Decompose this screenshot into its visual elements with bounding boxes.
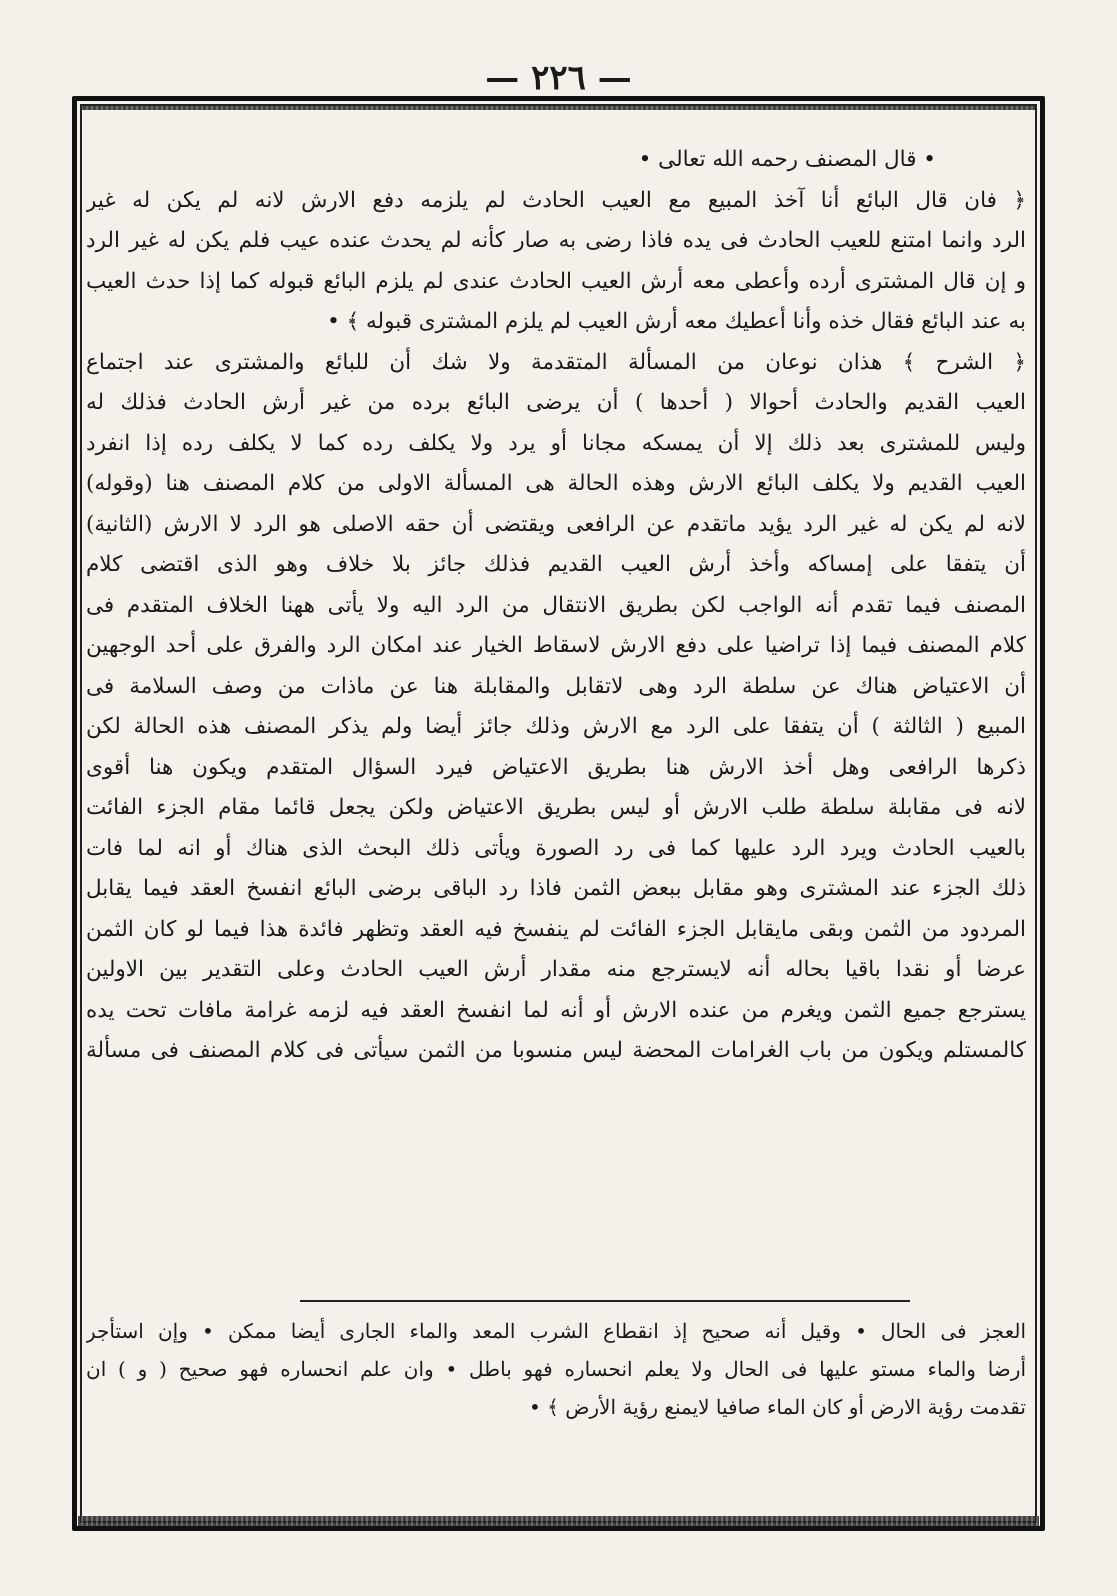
footnote-separator	[300, 1300, 910, 1302]
main-text	[86, 140, 1026, 1475]
footnote-line: العجز فى الحال • وقيل أنه صحيح إذ انقطاع الشرب المعد والماء الجارى أيضا ممكن • وإن استأجر	[86, 1319, 1026, 1343]
text-line: بالعيب الحادث ويرد الرد عليها كما فى رد الصورة ويأتى ذلك البحث الذى هناك أو انه لما فات	[86, 835, 1026, 861]
text-line: العيب القديم والحادث أحوالا ( أحدها ) أن يرضى البائع برده من غير أرش الحادث فذلك له	[86, 390, 1026, 415]
text-line: كالمستلم ويكون من باب الغرامات المحضة ليس منسوبا من الثمن سيأتى فى كلام المصنف فى مسألة	[86, 1038, 1026, 1063]
text-line: وليس للمشترى بعد ذلك إلا أن يمسكه مجانا أو يرد ولا يكلف رده كما لا يكلف رده إذا انفرد	[86, 430, 1026, 456]
frame-bottom-ornament	[78, 1516, 1039, 1526]
text-line: المصنف فيما تقدم أنه الواجب لكن بطريق الانتقال من الرد اليه ولا يأتى ههنا الخلاف المتقدم فى	[86, 592, 1026, 618]
text-line: يسترجع جميع الثمن ويغرم من عنده الارش أو أنه لما انفسخ العقد فيه لزمه غرامة مافات تحت يده	[86, 997, 1026, 1023]
footnote-line: تقدمت رؤية الارض أو كان الماء صافيا لايمنع رؤية الأرض ﴾ •	[528, 1395, 1026, 1419]
text-line: المبيع ( الثالثة ) أن يتفقا على الرد مع الارش وذلك جائز أيضا ولم يذكر المصنف هذه الحالة لكن	[86, 714, 1026, 739]
text-line: لانه فى مقابلة سلطة طلب الارش أو ليس بطريق الاعتياض ولكن يجعل قائما مقام الجزء الفائت	[86, 795, 1026, 820]
text-line: المردود من الثمن وبقى مايقابل الجزء الفائت لم ينفسخ فيه العقد وتظهر فائدة هذا فيما لو كان الثمن	[86, 916, 1026, 942]
text-line: ذكرها الرافعى وهل أخذ الارش هنا بطريق الاعتياض فيرد السؤال المتقدم ويكون هنا أقوى	[86, 754, 1026, 780]
footnote	[86, 1312, 1026, 1426]
footnote-line: أرضا والماء مستو عليها فى الحال ولا يعلم انحساره فهو باطل • وان علم انحساره فهو صحيح ( و ) ان	[86, 1357, 1026, 1381]
section-heading: • قال المصنف رحمه الله تعالى •	[638, 147, 936, 172]
text-line: الرد وانما امتنع للعيب الحادث فى يده فاذا رضى به صار كأنه لم يحدث عنده عيب فلم يكن له غير الرد	[86, 228, 1026, 253]
text-line: ذلك الجزء عند المشترى وهو مقابل ببعض الثمن فاذا رد الباقى برضى البائع انفسخ العقد فيما يقابل	[86, 876, 1026, 901]
text-line: أن يتفقا على إمساكه وأخذ أرش العيب القديم فذلك جائز بلا خلاف وهو الذى اقتضى كلام	[86, 552, 1026, 577]
text-line: كلام المصنف فيما إذا تراضيا على دفع الارش لاسقاط الخيار عند امكان الرد والفرق على أحد الوجهين	[86, 633, 1026, 658]
text-line: ﴿ الشرح ﴾ هذان نوعان من المسألة المتقدمة ولا شك أن للبائع والمشترى عند اجتماع	[86, 349, 1026, 375]
page-number: — ٢٢٦ —	[485, 58, 632, 98]
text-line: لانه لم يكن له غير الرد يؤيد ماتقدم عن الرافعى ويقتضى أن حقه الاصلى هو الرد لا الارش (الثانية)	[86, 511, 1026, 537]
text-line: عرضا أو نقدا باقيا بحاله أنه لايسترجع منه مقدار أرش العيب الحادث وعلى التقدير بين الاولين	[86, 957, 1026, 982]
text-line: العيب القديم ولا يكلف البائع الارش وهذه الحالة هى المسألة الاولى من كلام المصنف هنا (وقوله)	[86, 471, 1026, 496]
text-line: و إن قال المشترى أرده وأعطى معه أرش العيب الحادث عندى لم يلزم البائع قبوله كما إذا حدث العيب	[86, 268, 1026, 294]
text-line: أن الاعتياض هناك عن سلطة الرد وهى لاتقابل والمقابلة هنا عن ماذات من وصف السلامة فى	[86, 673, 1026, 699]
text-line: ﴿ فان قال البائع أنا آخذ المبيع مع العيب الحادث لم يلزمه دفع الارش لانه لم يكن له غير	[86, 187, 1026, 213]
text-line: به عند البائع فقال خذه وأنا أعطيك معه أرش العيب لم يلزم المشترى قبوله ﴾ •	[327, 309, 1026, 334]
